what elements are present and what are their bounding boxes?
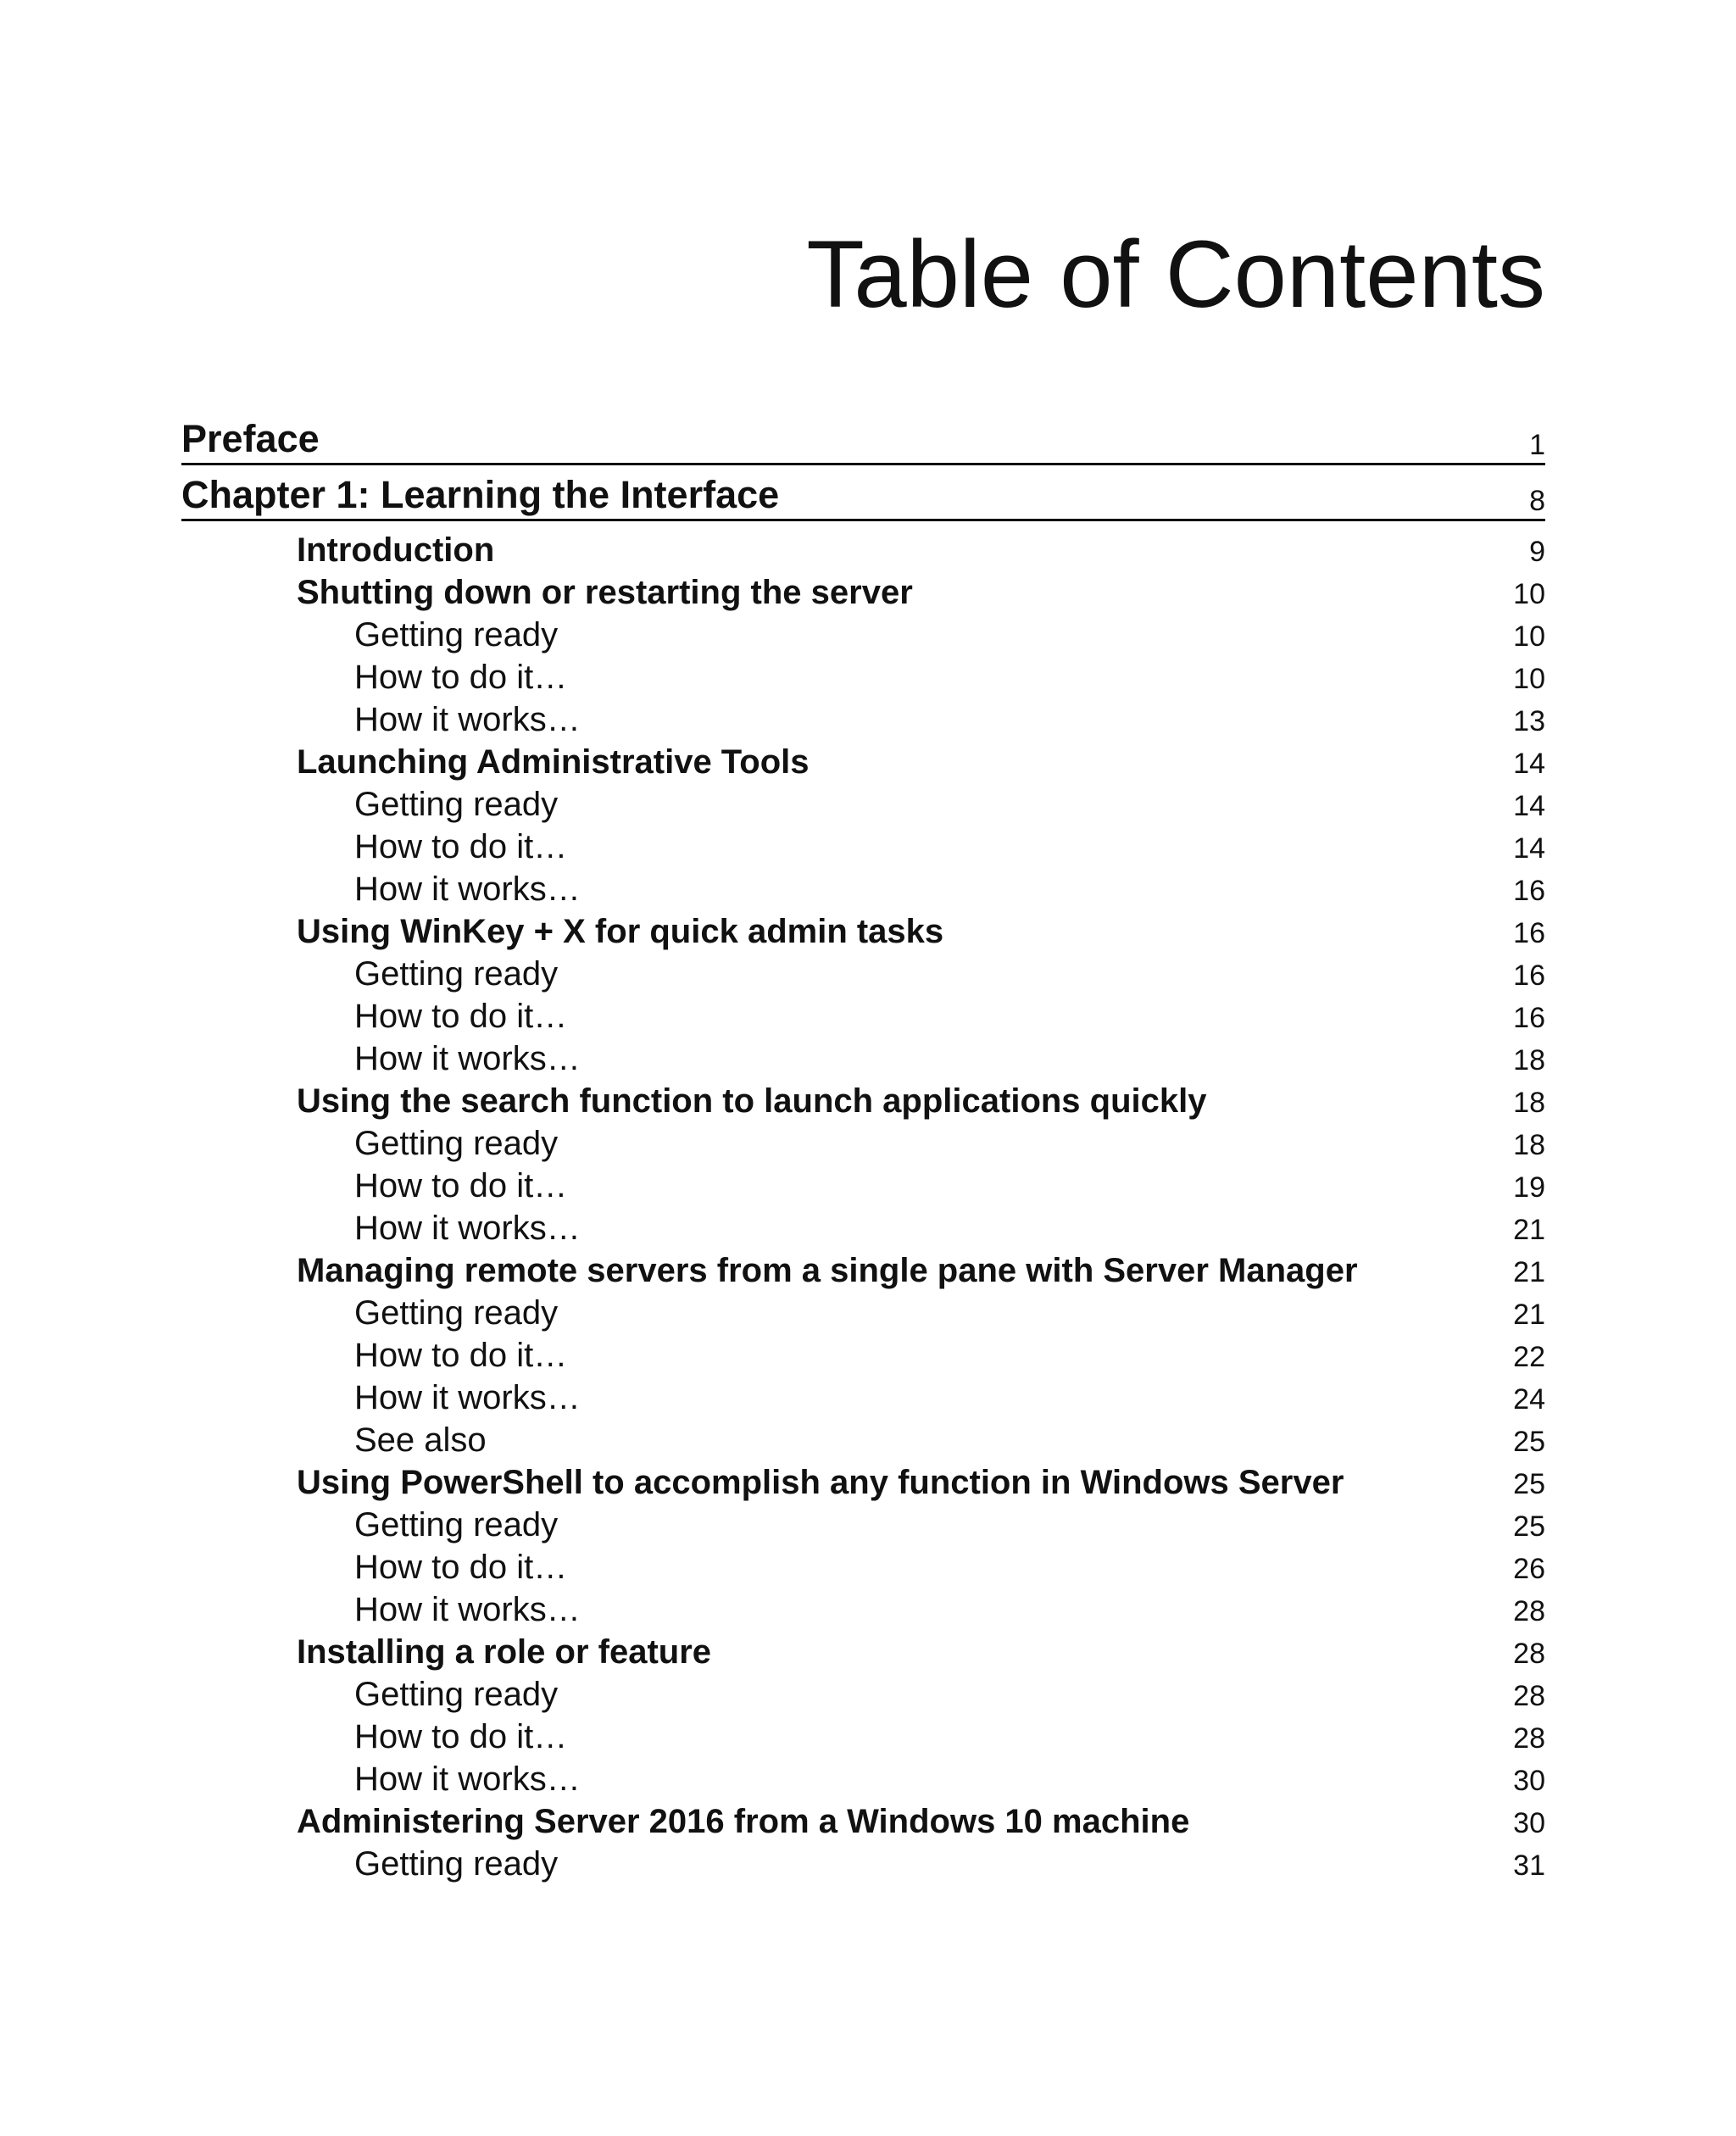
toc-section-title: Launching Administrative Tools xyxy=(297,743,810,781)
toc-subsection-row[interactable] xyxy=(181,656,1545,698)
toc-subsection-page-number: 30 xyxy=(1513,1765,1545,1797)
toc-section-page-number: 30 xyxy=(1513,1807,1545,1839)
toc-section-row[interactable] xyxy=(181,1080,1545,1122)
toc-section-row[interactable] xyxy=(181,1631,1545,1673)
toc-chapter-title: Chapter 1: Learning the Interface xyxy=(181,473,780,516)
toc-subsection-row[interactable] xyxy=(181,1716,1545,1758)
toc-subsection-row[interactable] xyxy=(181,995,1545,1037)
toc-subsection-page-number: 16 xyxy=(1513,1002,1545,1034)
toc-section-title: Installing a role or feature xyxy=(297,1633,712,1671)
toc-subsection-title: How it works… xyxy=(354,1761,581,1798)
toc-subsection-row[interactable] xyxy=(181,614,1545,656)
toc-subsection-row[interactable] xyxy=(181,1292,1545,1334)
toc-subsection-row[interactable] xyxy=(181,1758,1545,1800)
toc-subsection-title: Getting ready xyxy=(354,616,559,654)
toc-subsection-title: Getting ready xyxy=(354,786,559,823)
toc-subsection-title: Getting ready xyxy=(354,1676,559,1713)
toc-subsection-page-number: 10 xyxy=(1513,620,1545,653)
toc-subsection-row[interactable] xyxy=(181,1504,1545,1546)
toc-subsection-page-number: 25 xyxy=(1513,1510,1545,1543)
toc-subsection-page-number: 28 xyxy=(1513,1595,1545,1627)
toc-subsection-page-number: 22 xyxy=(1513,1341,1545,1373)
toc-subsection-page-number: 19 xyxy=(1513,1171,1545,1204)
toc-subsection-page-number: 18 xyxy=(1513,1129,1545,1161)
toc-subsection-title: How to do it… xyxy=(354,998,568,1035)
toc-chapter-page-number: 8 xyxy=(1529,485,1545,517)
toc-subsection-page-number: 26 xyxy=(1513,1553,1545,1585)
toc-chapter-page-number: 1 xyxy=(1529,429,1545,461)
toc-subsection-title: Getting ready xyxy=(354,1506,559,1544)
toc-subsection-row[interactable] xyxy=(181,1419,1545,1461)
toc-section-title: Administering Server 2016 from a Windows 10 machine xyxy=(297,1803,1190,1840)
toc-subsection-title: How to do it… xyxy=(354,1718,568,1755)
toc-subsection-page-number: 16 xyxy=(1513,960,1545,992)
toc-subsection-title: How to do it… xyxy=(354,828,568,865)
toc-section-title: Managing remote servers from a single pane with Server Manager xyxy=(297,1252,1358,1289)
toc-subsection-title: Getting ready xyxy=(354,1294,559,1332)
toc-section-title: Shutting down or restarting the server xyxy=(297,574,913,611)
toc-subsection-row[interactable] xyxy=(181,1588,1545,1631)
toc-subsection-title: How to do it… xyxy=(354,1549,568,1586)
toc-subsection-page-number: 24 xyxy=(1513,1383,1545,1416)
toc-section-page-number: 25 xyxy=(1513,1468,1545,1500)
toc-subsection-page-number: 28 xyxy=(1513,1722,1545,1755)
toc-section-page-number: 28 xyxy=(1513,1638,1545,1670)
toc-subsection-row[interactable] xyxy=(181,1377,1545,1419)
toc-chapter-row[interactable] xyxy=(181,471,1545,521)
toc-subsection-page-number: 10 xyxy=(1513,663,1545,695)
toc-section-title: Using WinKey + X for quick admin tasks xyxy=(297,913,944,950)
toc-subsection-page-number: 16 xyxy=(1513,875,1545,907)
toc-subsection-row[interactable] xyxy=(181,783,1545,826)
toc-section-page-number: 16 xyxy=(1513,917,1545,949)
toc-section-row[interactable] xyxy=(181,910,1545,953)
toc-subsection-page-number: 28 xyxy=(1513,1680,1545,1712)
toc-subsection-row[interactable] xyxy=(181,1037,1545,1080)
toc-subsection-page-number: 25 xyxy=(1513,1426,1545,1458)
toc-subsection-row[interactable] xyxy=(181,1673,1545,1716)
toc-subsection-page-number: 13 xyxy=(1513,705,1545,737)
toc-subsection-page-number: 21 xyxy=(1513,1214,1545,1246)
toc-section-title: Using PowerShell to accomplish any function in Windows Server xyxy=(297,1464,1344,1501)
toc-section-row[interactable] xyxy=(181,571,1545,614)
toc-section-page-number: 21 xyxy=(1513,1256,1545,1288)
toc-subsection-title: Getting ready xyxy=(354,955,559,993)
toc-section-page-number: 14 xyxy=(1513,748,1545,780)
toc-subsection-page-number: 18 xyxy=(1513,1044,1545,1076)
toc-section-row[interactable] xyxy=(181,529,1545,571)
toc-subsection-row[interactable] xyxy=(181,953,1545,995)
toc-subsection-title: Getting ready xyxy=(354,1125,559,1162)
toc-subsection-row[interactable] xyxy=(181,868,1545,910)
toc-subsection-row[interactable] xyxy=(181,1207,1545,1249)
page-title: Table of Contents xyxy=(806,221,1545,327)
toc-subsection-page-number: 31 xyxy=(1513,1850,1545,1882)
toc-subsection-title: How it works… xyxy=(354,1210,581,1247)
toc-chapter-row[interactable] xyxy=(181,415,1545,465)
toc-subsection-row[interactable] xyxy=(181,826,1545,868)
toc-section-title: Introduction xyxy=(297,531,495,569)
toc-subsection-page-number: 14 xyxy=(1513,832,1545,865)
toc-subsection-title: See also xyxy=(354,1421,487,1459)
toc-section-page-number: 18 xyxy=(1513,1087,1545,1119)
toc-subsection-row[interactable] xyxy=(181,1334,1545,1377)
toc-section-page-number: 10 xyxy=(1513,578,1545,610)
toc-section-title: Using the search function to launch applications quickly xyxy=(297,1082,1207,1120)
toc-subsection-title: How to do it… xyxy=(354,1167,568,1204)
toc-subsection-row[interactable] xyxy=(181,1165,1545,1207)
toc-section-row[interactable] xyxy=(181,1800,1545,1843)
toc-subsection-row[interactable] xyxy=(181,1546,1545,1588)
toc-subsection-title: How it works… xyxy=(354,1379,581,1416)
toc-chapter-title: Preface xyxy=(181,417,320,460)
toc-subsection-page-number: 14 xyxy=(1513,790,1545,822)
toc-subsection-page-number: 21 xyxy=(1513,1299,1545,1331)
toc-section-row[interactable] xyxy=(181,741,1545,783)
toc-subsection-row[interactable] xyxy=(181,1122,1545,1165)
toc-subsection-title: How it works… xyxy=(354,701,581,738)
toc-subsection-title: How to do it… xyxy=(354,1337,568,1374)
toc-subsection-title: How it works… xyxy=(354,871,581,908)
toc-subsection-title: How it works… xyxy=(354,1040,581,1077)
toc-subsection-row[interactable] xyxy=(181,1843,1545,1885)
toc-section-row[interactable] xyxy=(181,1461,1545,1504)
toc-subsection-title: How to do it… xyxy=(354,659,568,696)
toc-section-row[interactable] xyxy=(181,1249,1545,1292)
toc-subsection-title: How it works… xyxy=(354,1591,581,1628)
toc-section-page-number: 9 xyxy=(1529,536,1545,568)
toc-subsection-title: Getting ready xyxy=(354,1845,559,1883)
toc-subsection-row[interactable] xyxy=(181,698,1545,741)
